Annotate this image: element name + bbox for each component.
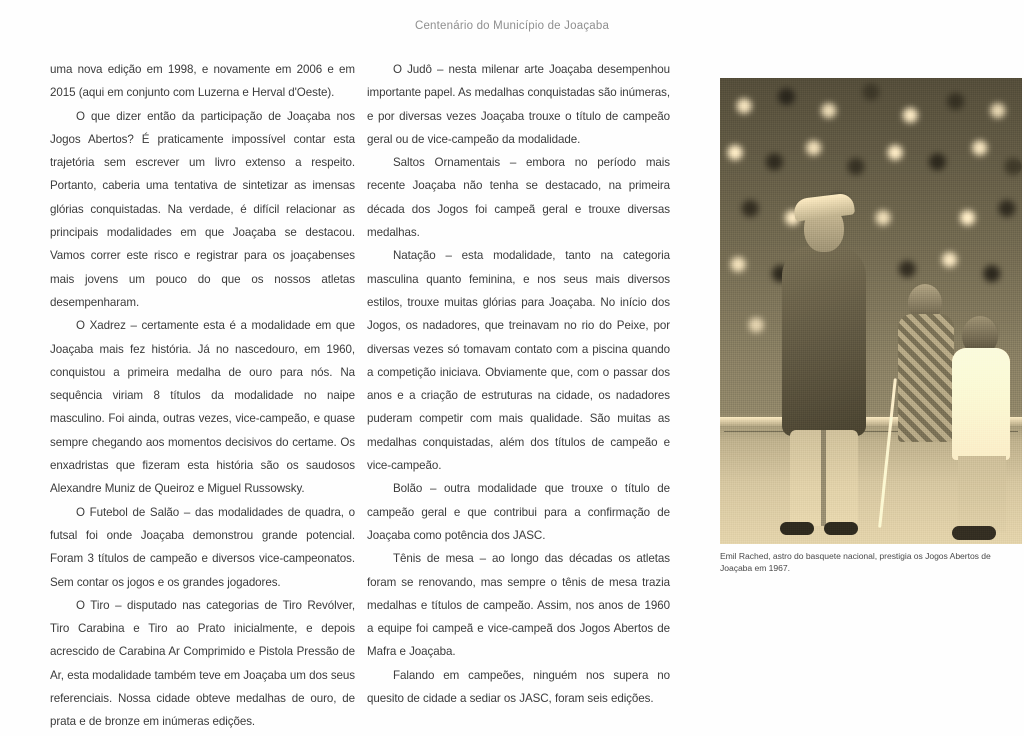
figure [720, 78, 1022, 574]
historic-photograph [720, 78, 1022, 544]
photo-grain-overlay [720, 78, 1022, 544]
running-header: Centenário do Município de Joaçaba [414, 20, 610, 32]
paragraph: O Xadrez – certamente esta é a modalidade em que Joaçaba mais fez história. Já no nascedouro, em 1960, conquistou a primeira medalha de ouro para nós. Na sequência viriam 8 títulos da modalidade no naipe masculino. Foi ainda, outras vezes, vice-campeão, e quase sempre chegando aos momentos decisivos do certame. Os enxadristas que fizeram esta história são os saudosos Alexandre Muniz de Queiroz e Miguel Russowsky. [50, 319, 355, 496]
figure-caption: Emil Rached, astro do basquete nacional, prestigia os Jogos Abertos de Joaçaba em 1967. [720, 551, 991, 573]
paragraph: O Tiro – disputado nas categorias de Tiro Revólver, Tiro Carabina e Tiro ao Prato inicialmente, e depois acrescido de Carabina Ar Comprimido e Pistola Pressão de Ar, esta modalidade também teve em Joaçaba um dos seus referenciais. Nossa cidade obteve medalhas de ouro, de prata e de bronze em inúmeras edições. [50, 598, 355, 729]
paragraph: uma nova edição em 1998, e novamente em 2006 e em 2015 (aqui em conjunto com Luzerna e Herval d'Oeste). [50, 63, 355, 100]
text-column-right [367, 58, 670, 710]
paragraph: O Futebol de Salão – das modalidades de quadra, o futsal foi onde Joaçaba demonstrou grande potencial. Foram 3 títulos de campeão e diversos vice-campeonatos. Sem contar os jogos e os grandes jogadores. [50, 505, 355, 589]
paragraph: Natação – esta modalidade, tanto na categoria masculina quanto feminina, e nos seus mais diversos estilos, trouxe muitas glórias para Joaçaba. No início dos Jogos, os nadadores, que treinavam no rio do Peixe, por diversas vezes só tomavam contato com a piscina quando a competição iniciava. Obviamente que, com o passar dos anos e a criação de estruturas na cidade, os nadadores puderam competir com mais qualidade. São muitas as medalhas conquistadas, além dos títulos de campeão e vice-campeão. [367, 249, 670, 473]
paragraph: Bolão – outra modalidade que trouxe o título de campeão geral e que contribui para a confirmação de Joaçaba como potência dos JASC. [367, 482, 670, 542]
paragraph: O que dizer então da participação de Joaçaba nos Jogos Abertos? É praticamente impossível contar esta trajetória sem escrever um livro extenso a respeito. Portanto, caberia uma tentativa de sintetizar as imensas glórias conquistadas. Na verdade, é difícil relacionar as principais modalidades em que Joaçaba se destacou. Vamos correr este risco e registrar para os joaçabenses mais jovens um pouco do que os nossos atletas desempenharam. [50, 109, 355, 309]
paragraph: Saltos Ornamentais – embora no período mais recente Joaçaba não tenha se destacado, na primeira década dos Jogos foi campeã geral e trouxe diversas medalhas. [367, 156, 670, 240]
paragraph: Falando em campeões, ninguém nos supera no quesito de cidade a sediar os JASC, foram seis edições. [367, 668, 670, 706]
paragraph: Tênis de mesa – ao longo das décadas os atletas foram se renovando, mas sempre o tênis de mesa trazia medalhas e títulos de campeão. Assim, nos anos de 1960 a equipe foi campeã e vice-campeã dos Jogos Abertos de Mafra e Joaçaba. [367, 552, 670, 659]
text-column-left [50, 58, 355, 734]
paragraph: O Judô – nesta milenar arte Joaçaba desempenhou importante papel. As medalhas conquistadas são inúmeras, e por diversas vezes Joaçaba trouxe o título de campeão geral ou de vice-campeão da modalidade. [367, 63, 670, 146]
